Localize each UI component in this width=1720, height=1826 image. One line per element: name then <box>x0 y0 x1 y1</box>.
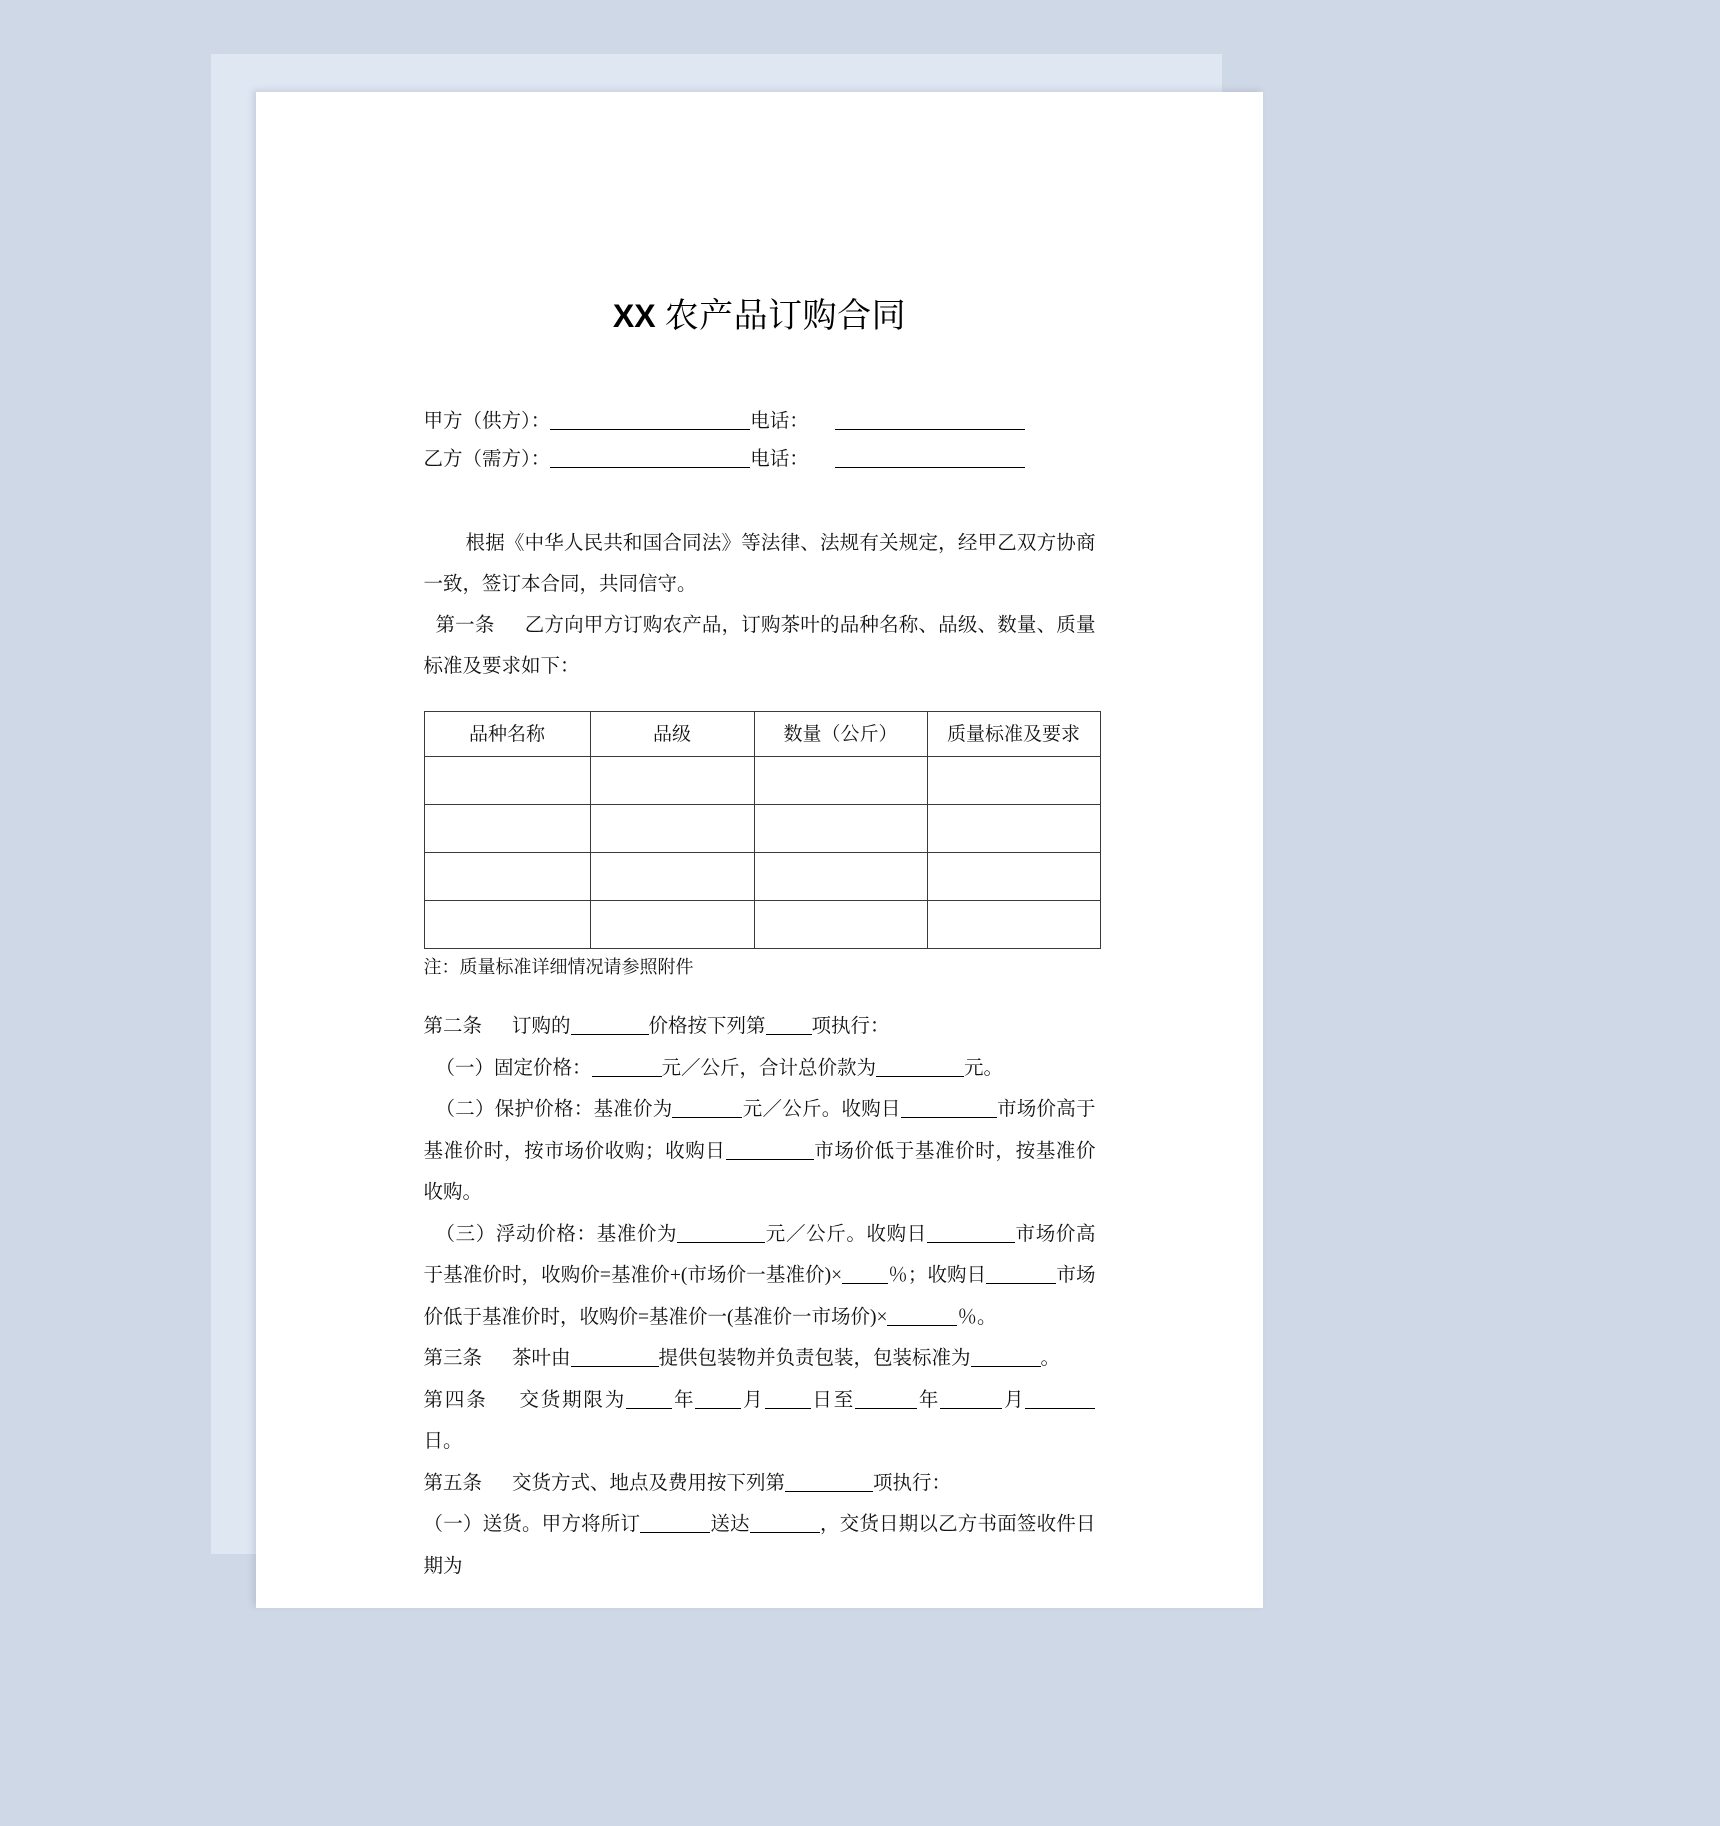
table-cell[interactable] <box>424 757 590 805</box>
table-header-quality: 质量标准及要求 <box>927 712 1100 757</box>
table-note: 注：质量标准详细情况请参照附件 <box>423 957 694 977</box>
table-cell[interactable] <box>590 853 754 901</box>
table-header-row <box>424 712 1100 757</box>
delivery-day-end-blank[interactable] <box>1025 1408 1095 1409</box>
clause-2-item-3-seg6: ％。 <box>957 1306 997 1328</box>
clause-2-lead-b: 价格按下列第 <box>648 1016 766 1037</box>
clause-3-seg2: 提供包装物并负责包装，包装标准为 <box>658 1348 971 1369</box>
clause-1-block <box>424 605 1096 687</box>
float-percent-blank-1[interactable] <box>842 1283 888 1284</box>
table-cell[interactable] <box>754 853 927 901</box>
clause-2-lead-c: 项执行： <box>811 1016 890 1037</box>
table-row <box>424 853 1100 901</box>
clause-2-item-1-seg1: 固定价格： <box>494 1057 592 1079</box>
table-cell[interactable] <box>590 901 754 949</box>
table-row <box>424 805 1100 853</box>
clause-2-item-2-seg3: 市场价高于基准价时，按市场价收购；收购日 <box>423 1099 1096 1162</box>
clause-5-paragraph <box>424 1463 1096 1505</box>
clause-5-seg2: 项执行： <box>873 1472 952 1494</box>
party-row-supplier <box>424 403 1096 441</box>
clause-5-item-1-seg2: 送达 <box>710 1514 750 1535</box>
table-cell[interactable] <box>927 853 1100 901</box>
delivery-method-blank[interactable] <box>785 1491 873 1492</box>
clause-2-item-1-marker: （一） <box>435 1057 495 1079</box>
table-cell[interactable] <box>927 805 1100 853</box>
clause-3-paragraph <box>424 1338 1096 1380</box>
protect-base-price-blank[interactable] <box>672 1117 742 1118</box>
float-date-blank-1[interactable] <box>927 1242 1015 1243</box>
buyer-phone-label: 电话： <box>750 449 809 470</box>
table-cell[interactable] <box>424 901 590 949</box>
table-cell[interactable] <box>754 901 927 949</box>
clause-2-item-3 <box>424 1214 1096 1339</box>
protect-date-blank-2[interactable] <box>726 1159 814 1160</box>
clause-2-item-3-seg1: 浮动价格：基准价为 <box>495 1223 678 1245</box>
delivery-year-start-blank[interactable] <box>626 1408 672 1409</box>
clause-3-seg1: 茶叶由 <box>512 1348 571 1369</box>
goods-table <box>424 711 1101 949</box>
clause-2-price-type-blank[interactable] <box>571 1034 649 1035</box>
packaging-provider-blank[interactable] <box>571 1366 659 1367</box>
intro-block <box>424 523 1096 605</box>
table-cell[interactable] <box>590 805 754 853</box>
clause-4-m2: 月 <box>1002 1389 1026 1411</box>
table-cell[interactable] <box>927 901 1100 949</box>
table-cell[interactable] <box>424 853 590 901</box>
supplier-phone-blank[interactable] <box>835 429 1025 430</box>
clause-2-item-3-seg3: 市场价高于基准价时，收购价=基准价+(市场价一基准价)× <box>423 1223 1096 1286</box>
clause-4-m1: 月 <box>741 1389 765 1411</box>
clause-5-item-1-seg3: ，交货日期以乙方书面签收件日期为 <box>423 1514 1096 1577</box>
table-cell[interactable] <box>424 805 590 853</box>
clause-5-item-1-seg1: 送货。甲方将所订 <box>482 1514 641 1535</box>
buyer-label: 乙方（需方）： <box>423 449 551 470</box>
float-percent-blank-2[interactable] <box>887 1325 957 1326</box>
clause-2-item-2-marker: （二） <box>435 1099 495 1120</box>
delivery-year-end-blank[interactable] <box>855 1408 917 1409</box>
clause-2-lead-a: 订购的 <box>512 1016 571 1037</box>
clause-2-item-1-seg3: 元。 <box>964 1057 1004 1079</box>
clause-2-item-3-seg2: 元／公斤。收购日 <box>765 1223 927 1245</box>
table-cell[interactable] <box>927 757 1100 805</box>
packaging-standard-blank[interactable] <box>971 1366 1041 1367</box>
clauses-block <box>424 1006 1096 1587</box>
delivery-month-start-blank[interactable] <box>695 1408 741 1409</box>
clause-1-number: 第一条 <box>435 615 495 636</box>
clause-1-paragraph <box>424 605 1096 687</box>
clause-2-item-1-seg2: 元／公斤，合计总价款为 <box>661 1057 877 1079</box>
supplier-name-blank[interactable] <box>550 429 750 430</box>
clause-3-seg3: 。 <box>1040 1348 1061 1369</box>
table-cell[interactable] <box>754 757 927 805</box>
clause-3-number: 第三条 <box>423 1348 483 1369</box>
clause-5-item-1-marker: （一） <box>423 1514 483 1535</box>
clause-2-item-3-marker: （三） <box>435 1223 496 1245</box>
clause-4-d1: 日至 <box>810 1389 856 1411</box>
title-prefix: XX <box>612 298 656 334</box>
table-cell[interactable] <box>590 757 754 805</box>
table-header-quantity: 数量（公斤） <box>754 712 927 757</box>
clause-1-text: 乙方向甲方订购农产品，订购茶叶的品种名称、品级、数量、质量标准及要求如下： <box>423 615 1096 677</box>
supplier-label: 甲方（供方）： <box>423 411 551 432</box>
clause-2-paragraph <box>424 1006 1096 1048</box>
clause-2-item-blank[interactable] <box>766 1034 812 1035</box>
clause-2-item-2 <box>424 1089 1096 1214</box>
clause-4-paragraph <box>424 1380 1096 1463</box>
clause-4-y2: 年 <box>917 1389 941 1411</box>
supplier-phone-label: 电话： <box>750 411 809 432</box>
clause-4-d2: 日。 <box>423 1431 463 1452</box>
float-base-price-blank[interactable] <box>677 1242 765 1243</box>
title-main: 农产品订购合同 <box>664 298 907 335</box>
document-page <box>256 92 1263 1608</box>
delivery-day-start-blank[interactable] <box>765 1408 811 1409</box>
clause-5-item-1 <box>424 1504 1096 1587</box>
buyer-name-blank[interactable] <box>550 467 750 468</box>
fixed-price-blank[interactable] <box>592 1076 662 1077</box>
clause-2-item-2-seg2: 元／公斤。收购日 <box>742 1099 901 1120</box>
goods-blank[interactable] <box>640 1532 710 1533</box>
party-block <box>424 403 1096 479</box>
intro-paragraph: 根据《中华人民共和国合同法》等法律、法规有关规定，经甲乙双方协商一致，签订本合同，共同信守。 <box>423 533 1096 595</box>
buyer-phone-blank[interactable] <box>835 467 1025 468</box>
clause-4-y1: 年 <box>672 1389 696 1411</box>
delivery-month-end-blank[interactable] <box>940 1408 1002 1409</box>
clause-2-number: 第二条 <box>423 1016 483 1037</box>
table-cell[interactable] <box>754 805 927 853</box>
clause-2-item-3-seg4: ％；收购日 <box>888 1265 987 1286</box>
destination-blank[interactable] <box>750 1532 820 1533</box>
document-body <box>424 403 1096 1587</box>
page-title <box>256 92 1263 337</box>
table-row <box>424 757 1100 805</box>
clause-4-number: 第四条 <box>423 1389 488 1411</box>
clause-2-item-1 <box>424 1048 1096 1090</box>
clause-2-item-2-seg4: 市场价低于基准价时，按基准价收购。 <box>423 1140 1096 1203</box>
table-header-variety: 品种名称 <box>424 712 590 757</box>
clause-5-number: 第五条 <box>423 1472 483 1494</box>
page-content <box>256 92 1263 1608</box>
protect-date-blank-1[interactable] <box>901 1117 997 1118</box>
party-row-buyer <box>424 441 1096 479</box>
table-row <box>424 901 1100 949</box>
fixed-total-blank[interactable] <box>876 1076 964 1077</box>
clause-5-seg1: 交货方式、地点及费用按下列第 <box>512 1472 786 1494</box>
float-date-blank-2[interactable] <box>986 1283 1056 1284</box>
clause-4-seg1: 交货期限为 <box>517 1389 627 1411</box>
table-header-grade: 品级 <box>590 712 754 757</box>
clause-2-item-2-seg1: 保护价格：基准价为 <box>494 1099 673 1120</box>
clause-2-item-3-seg5: 市场价低于基准价时，收购价=基准价一(基准价一市场价)× <box>423 1265 1096 1328</box>
